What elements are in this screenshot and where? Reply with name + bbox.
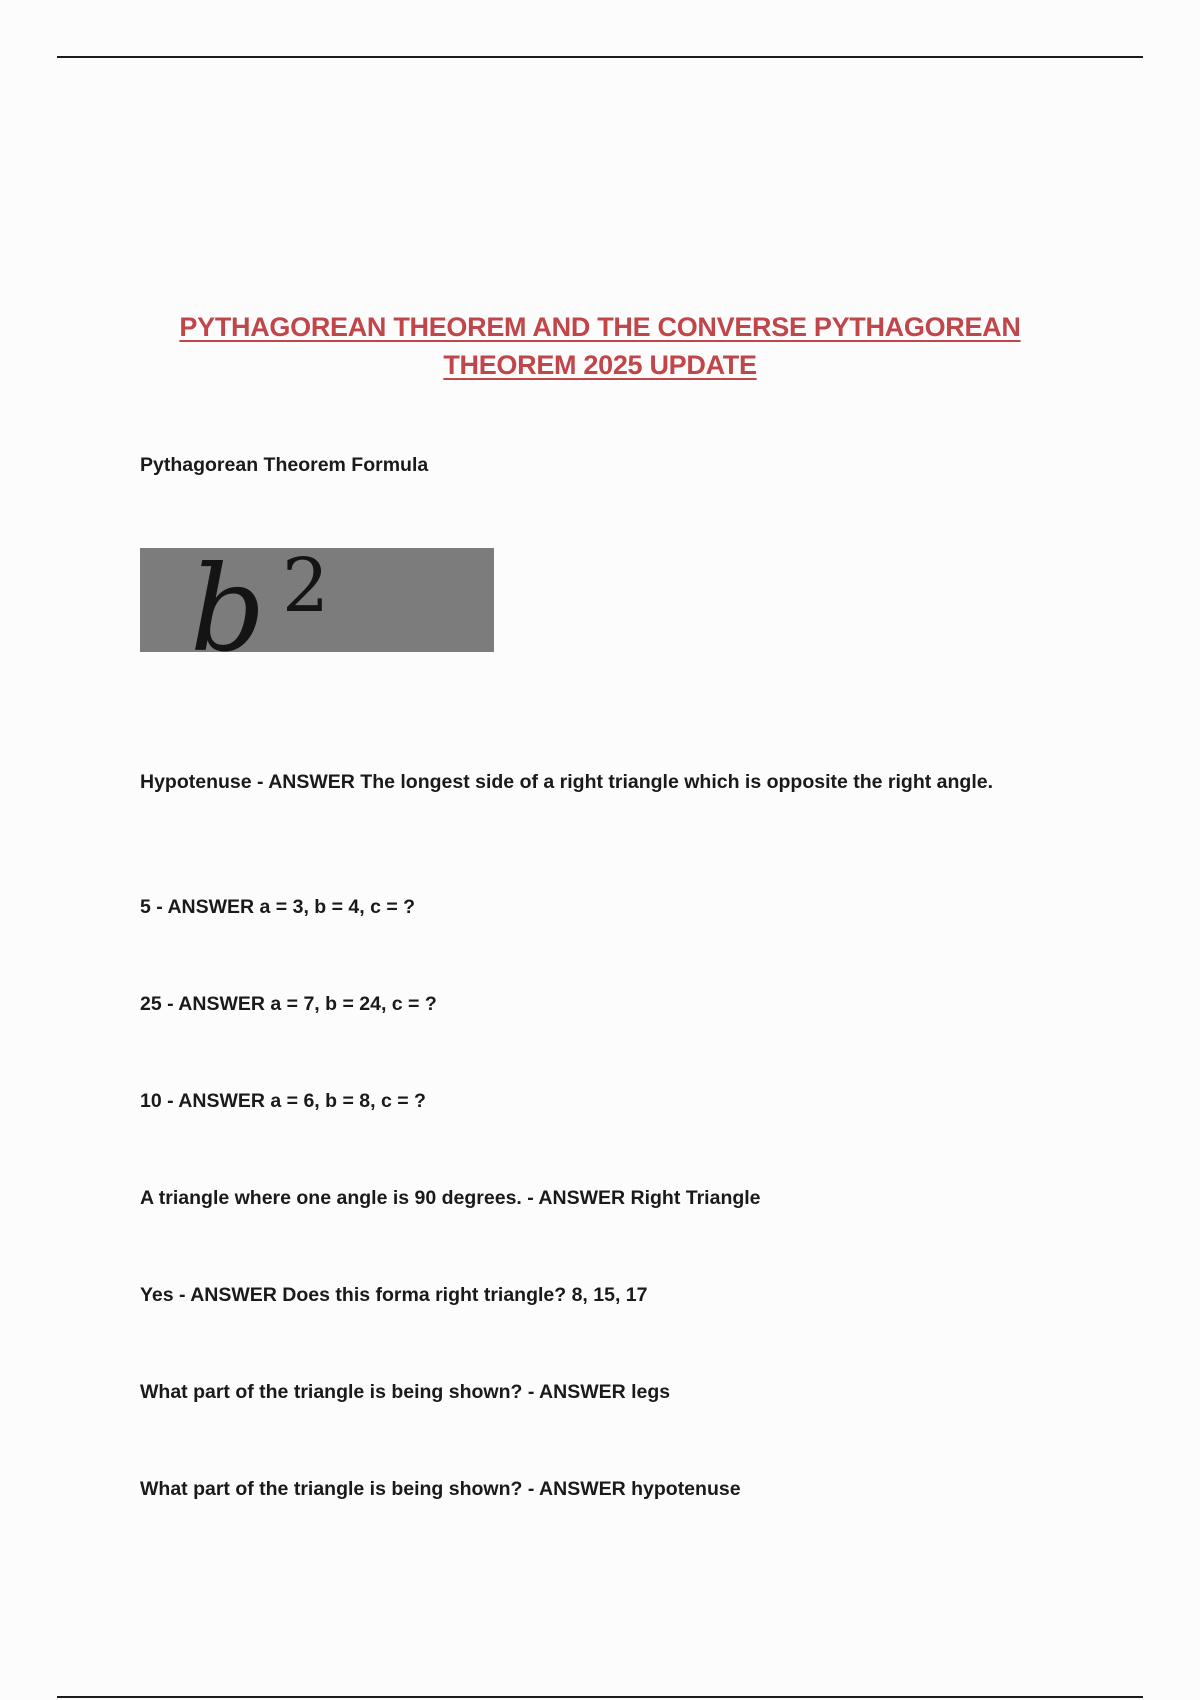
title-line-2: THEOREM 2025 UPDATE (443, 350, 757, 380)
formula-exponent: 2 (282, 548, 330, 629)
qa-item-hypotenuse: Hypotenuse - ANSWER The longest side of a right triangle which is opposite the right angle. (140, 771, 994, 793)
qa-item: What part of the triangle is being shown? - ANSWER legs (140, 1381, 671, 1403)
section-heading: Pythagorean Theorem Formula (140, 454, 429, 476)
qa-item: A triangle where one angle is 90 degrees. - ANSWER Right Triangle (140, 1187, 761, 1209)
top-rule (57, 56, 1143, 58)
qa-item: 10 - ANSWER a = 6, b = 8, c = ? (140, 1090, 426, 1112)
formula-base: b (190, 548, 266, 652)
document-title (100, 308, 1100, 384)
qa-item: What part of the triangle is being shown? - ANSWER hypotenuse (140, 1478, 741, 1500)
qa-item: Yes - ANSWER Does this forma right triangle? 8, 15, 17 (140, 1284, 648, 1306)
title-line-1: PYTHAGOREAN THEOREM AND THE CONVERSE PYTHAGOREAN (179, 312, 1021, 342)
bottom-rule (57, 1696, 1143, 1698)
qa-item: 5 - ANSWER a = 3, b = 4, c = ? (140, 896, 416, 918)
formula-image (140, 548, 494, 652)
qa-item: 25 - ANSWER a = 7, b = 24, c = ? (140, 993, 437, 1015)
